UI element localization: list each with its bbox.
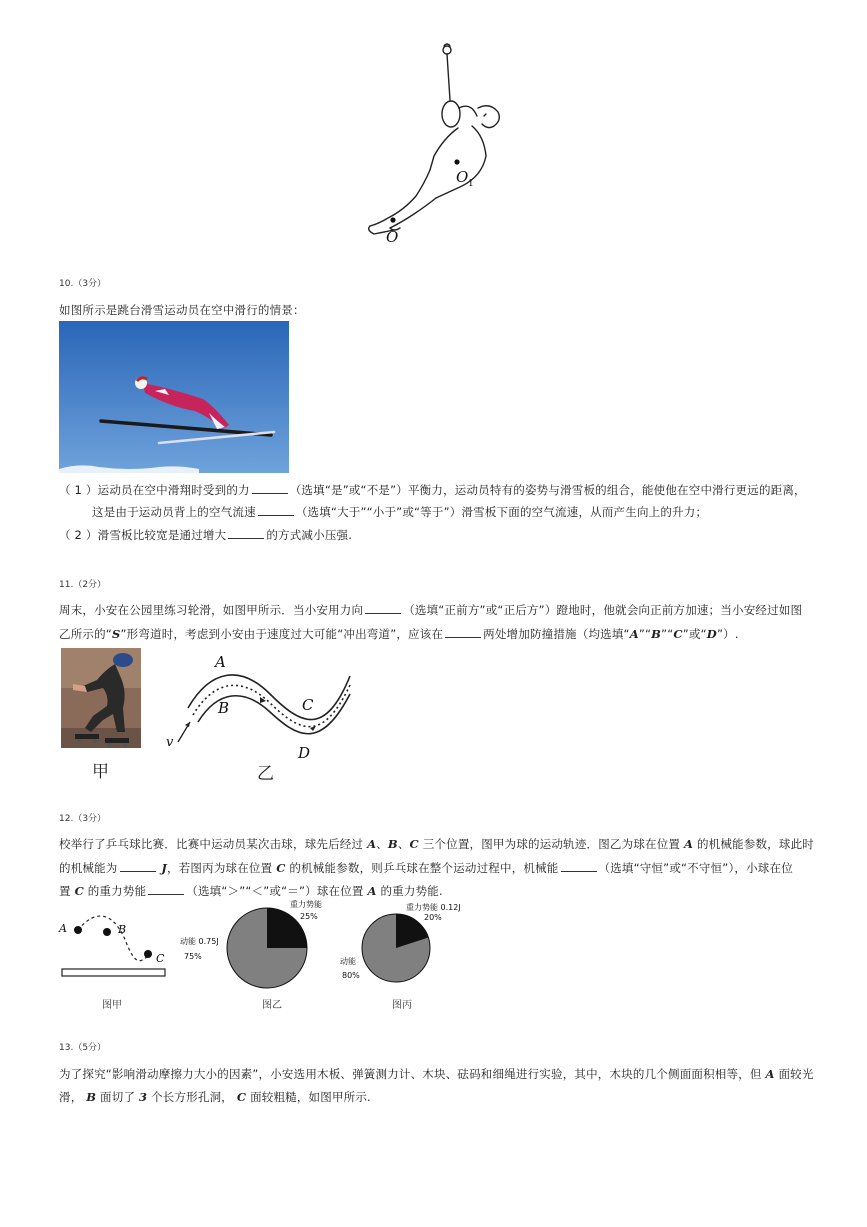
q12-pos-a-3: A [367, 884, 377, 898]
q13-text-2c: 个长方形孔洞， [151, 1090, 233, 1104]
q12-unit-j: J [161, 861, 168, 875]
q11-answer-blank-2[interactable] [445, 625, 481, 638]
q11-option-a: A [629, 627, 639, 641]
q10-p1-text-d: （选填“大于”“小于”或“等于”）滑雪板下面的空气流速，从而产生向上的升力； [295, 505, 708, 519]
q12-text-2b: ，若图丙为球在位置 [167, 861, 273, 875]
question-10-intro: 如图所示是跳台滑雪运动员在空中滑行的情景： [59, 303, 305, 317]
q11-option-c: C [673, 627, 683, 641]
q13-face-b: B [86, 1090, 97, 1104]
question-13-line-2 [59, 1085, 371, 1109]
question-11-number: 11.（2分） [59, 580, 107, 590]
caption-tu-bing: 图丙 [392, 1000, 412, 1011]
q10-p1-text-b: （选填“是”或“不是”）平衡力，运动员特有的姿势与滑雪板的组合，能使他在空中滑行更远的距离， [289, 483, 806, 497]
q12-answer-blank-1[interactable] [120, 859, 156, 872]
question-11-line-2 [59, 622, 739, 646]
q12-sep-1: 、 [376, 837, 388, 851]
question-11-line-1 [59, 598, 802, 622]
curve-label-a: A [215, 653, 226, 671]
pivot-o1-dot [454, 159, 459, 164]
q12-text-1a: 校举行了乒乓球比赛．比赛中运动员某次击球，球先后经过 [59, 837, 364, 851]
q11-text-1a: 周末，小安在公园里练习轮滑，如图甲所示．当小安用力向 [59, 603, 364, 617]
question-10-part-1-line-1 [59, 478, 806, 502]
pie-yi-pe-pct: 25% [300, 912, 318, 921]
q10-p1-text-c: 这是由于运动员背上的空气流速 [92, 505, 256, 519]
question-10-number: 10.（3分） [59, 279, 107, 289]
traj-label-c: C [156, 952, 165, 965]
q13-text-2d: 面较粗糙，如图甲所示. [250, 1090, 371, 1104]
question-12-line-2 [59, 856, 793, 880]
caption-tu-yi: 图乙 [262, 1000, 282, 1011]
q12-pos-c: C [409, 837, 419, 851]
q13-face-a: A [765, 1067, 775, 1081]
q11-answer-blank-1[interactable] [365, 601, 401, 614]
q11-option-d: D [706, 627, 717, 641]
pie-yi-ke-pct: 75% [184, 952, 202, 961]
pie-bing-ke-label: 动能 [340, 957, 356, 966]
q12-text-1c: 的机械能参数，球此时 [696, 837, 814, 851]
q11-text-end: ”）. [716, 627, 739, 641]
ball-position-a [74, 926, 82, 934]
pie-bing-pe-pct: 20% [424, 913, 442, 922]
q11-text-2b: ”形弯道时，考虑到小安由于速度过大可能“冲出弯道”，应该在 [120, 627, 444, 641]
pie-bing-ke-pct: 80% [342, 971, 360, 980]
q11-quote-2: ”“ [661, 627, 674, 641]
label-o: O [386, 228, 399, 246]
question-12-number: 12.（3分） [59, 814, 107, 824]
energy-pie-bing [338, 898, 473, 993]
ski-jumper-photo [59, 321, 289, 473]
q13-text-2b: 面切了 [100, 1090, 136, 1104]
q12-sep-2: 、 [397, 837, 410, 851]
gymnast-figure [360, 38, 510, 253]
q10-p2-text-b: 的方式减小压强. [266, 528, 353, 542]
pivot-o-dot [390, 217, 395, 222]
q12-text-3c: （选填“＞”“＜”或“＝”）球在位置 [186, 884, 364, 898]
q10-answer-blank-1[interactable] [252, 481, 288, 494]
q10-p1-text-a: （ 1 ）运动员在空中滑翔时受到的力 [59, 483, 250, 497]
figure-yi-label: 乙 [257, 764, 274, 784]
q12-text-1b: 三个位置，图甲为球的运动轨迹．图乙为球在位置 [422, 837, 681, 851]
q10-p2-text-a: （ 2 ）滑雪板比较宽是通过增大 [59, 528, 227, 542]
curve-label-c: C [302, 696, 314, 714]
q11-option-b: B [651, 627, 662, 641]
q12-pos-c-3: C [74, 884, 84, 898]
q12-pos-c-2: C [276, 861, 286, 875]
question-10-part-2 [59, 523, 352, 547]
q10-answer-blank-3[interactable] [228, 526, 264, 539]
q12-answer-blank-3[interactable] [148, 882, 184, 895]
q13-hole-count: 3 [139, 1090, 148, 1104]
label-o1-sub: 1 [468, 179, 474, 189]
label-o1: O [456, 168, 469, 186]
q11-quote-3: ”或“ [682, 627, 707, 641]
curve-label-d: D [298, 744, 311, 762]
q11-text-1b: （选填“正前方”或“正后方”）蹬地时，他就会向正前方加速；当小安经过如图 [403, 603, 803, 617]
q12-text-3b: 的重力势能 [87, 884, 147, 898]
figure-jia-label: 甲 [92, 762, 109, 782]
question-13-line-1 [59, 1062, 814, 1086]
curve-label-v: v [166, 735, 174, 750]
question-12-line-1 [59, 832, 814, 856]
pie-yi-pe-label: 重力势能 [290, 900, 322, 909]
q12-pos-a-2: A [684, 837, 694, 851]
pie-yi-ke-label: 动能 0.75J [180, 937, 219, 946]
ball-position-c [144, 950, 152, 958]
q12-pos-b: B [387, 837, 398, 851]
ball-trajectory-figure [56, 912, 171, 982]
q12-text-3a: 置 [59, 884, 71, 898]
question-13-number: 13.（5分） [59, 1043, 107, 1053]
q12-text-2d: （选填“守恒”或“不守恒”），小球在位 [598, 861, 793, 875]
q12-text-2a: 的机械能为 [59, 861, 118, 875]
q13-text-2a: 滑， [59, 1090, 83, 1104]
q11-quote-1: ”“ [638, 627, 652, 641]
q11-s-letter: S [111, 627, 121, 641]
q13-text-1a: 为了探究“影响滑动摩擦力大小的因素”，小安选用木板、弹簧测力计、木块、砝码和细绳进行实验，其中，木块的几个侧面面积相等，但 [59, 1067, 762, 1081]
q13-face-c: C [236, 1090, 247, 1104]
caption-tu-jia: 图甲 [102, 1000, 122, 1011]
q12-pos-a: A [367, 837, 377, 851]
q12-answer-blank-2[interactable] [561, 859, 597, 872]
pie-bing-pe-label: 重力势能 0.12J [406, 903, 461, 912]
q12-text-2c: 的机械能参数，则乒乓球在整个运动过程中，机械能 [289, 861, 559, 875]
traj-label-a: A [59, 922, 67, 935]
ball-position-b [103, 928, 111, 936]
skater-photo [61, 648, 141, 748]
question-10-part-1-line-2 [92, 500, 707, 524]
q11-text-2c: 两处增加防撞措施（均选填“ [483, 627, 630, 641]
q12-text-3d: 的重力势能. [380, 884, 443, 898]
q11-text-2a: 乙所示的“ [59, 627, 112, 641]
ping-pong-table [62, 969, 165, 976]
q13-text-1b: 面较光 [778, 1067, 814, 1081]
energy-pie-yi [176, 898, 322, 993]
curve-label-b: B [218, 699, 230, 717]
traj-label-b: B [118, 923, 127, 936]
q10-answer-blank-2[interactable] [258, 503, 294, 516]
